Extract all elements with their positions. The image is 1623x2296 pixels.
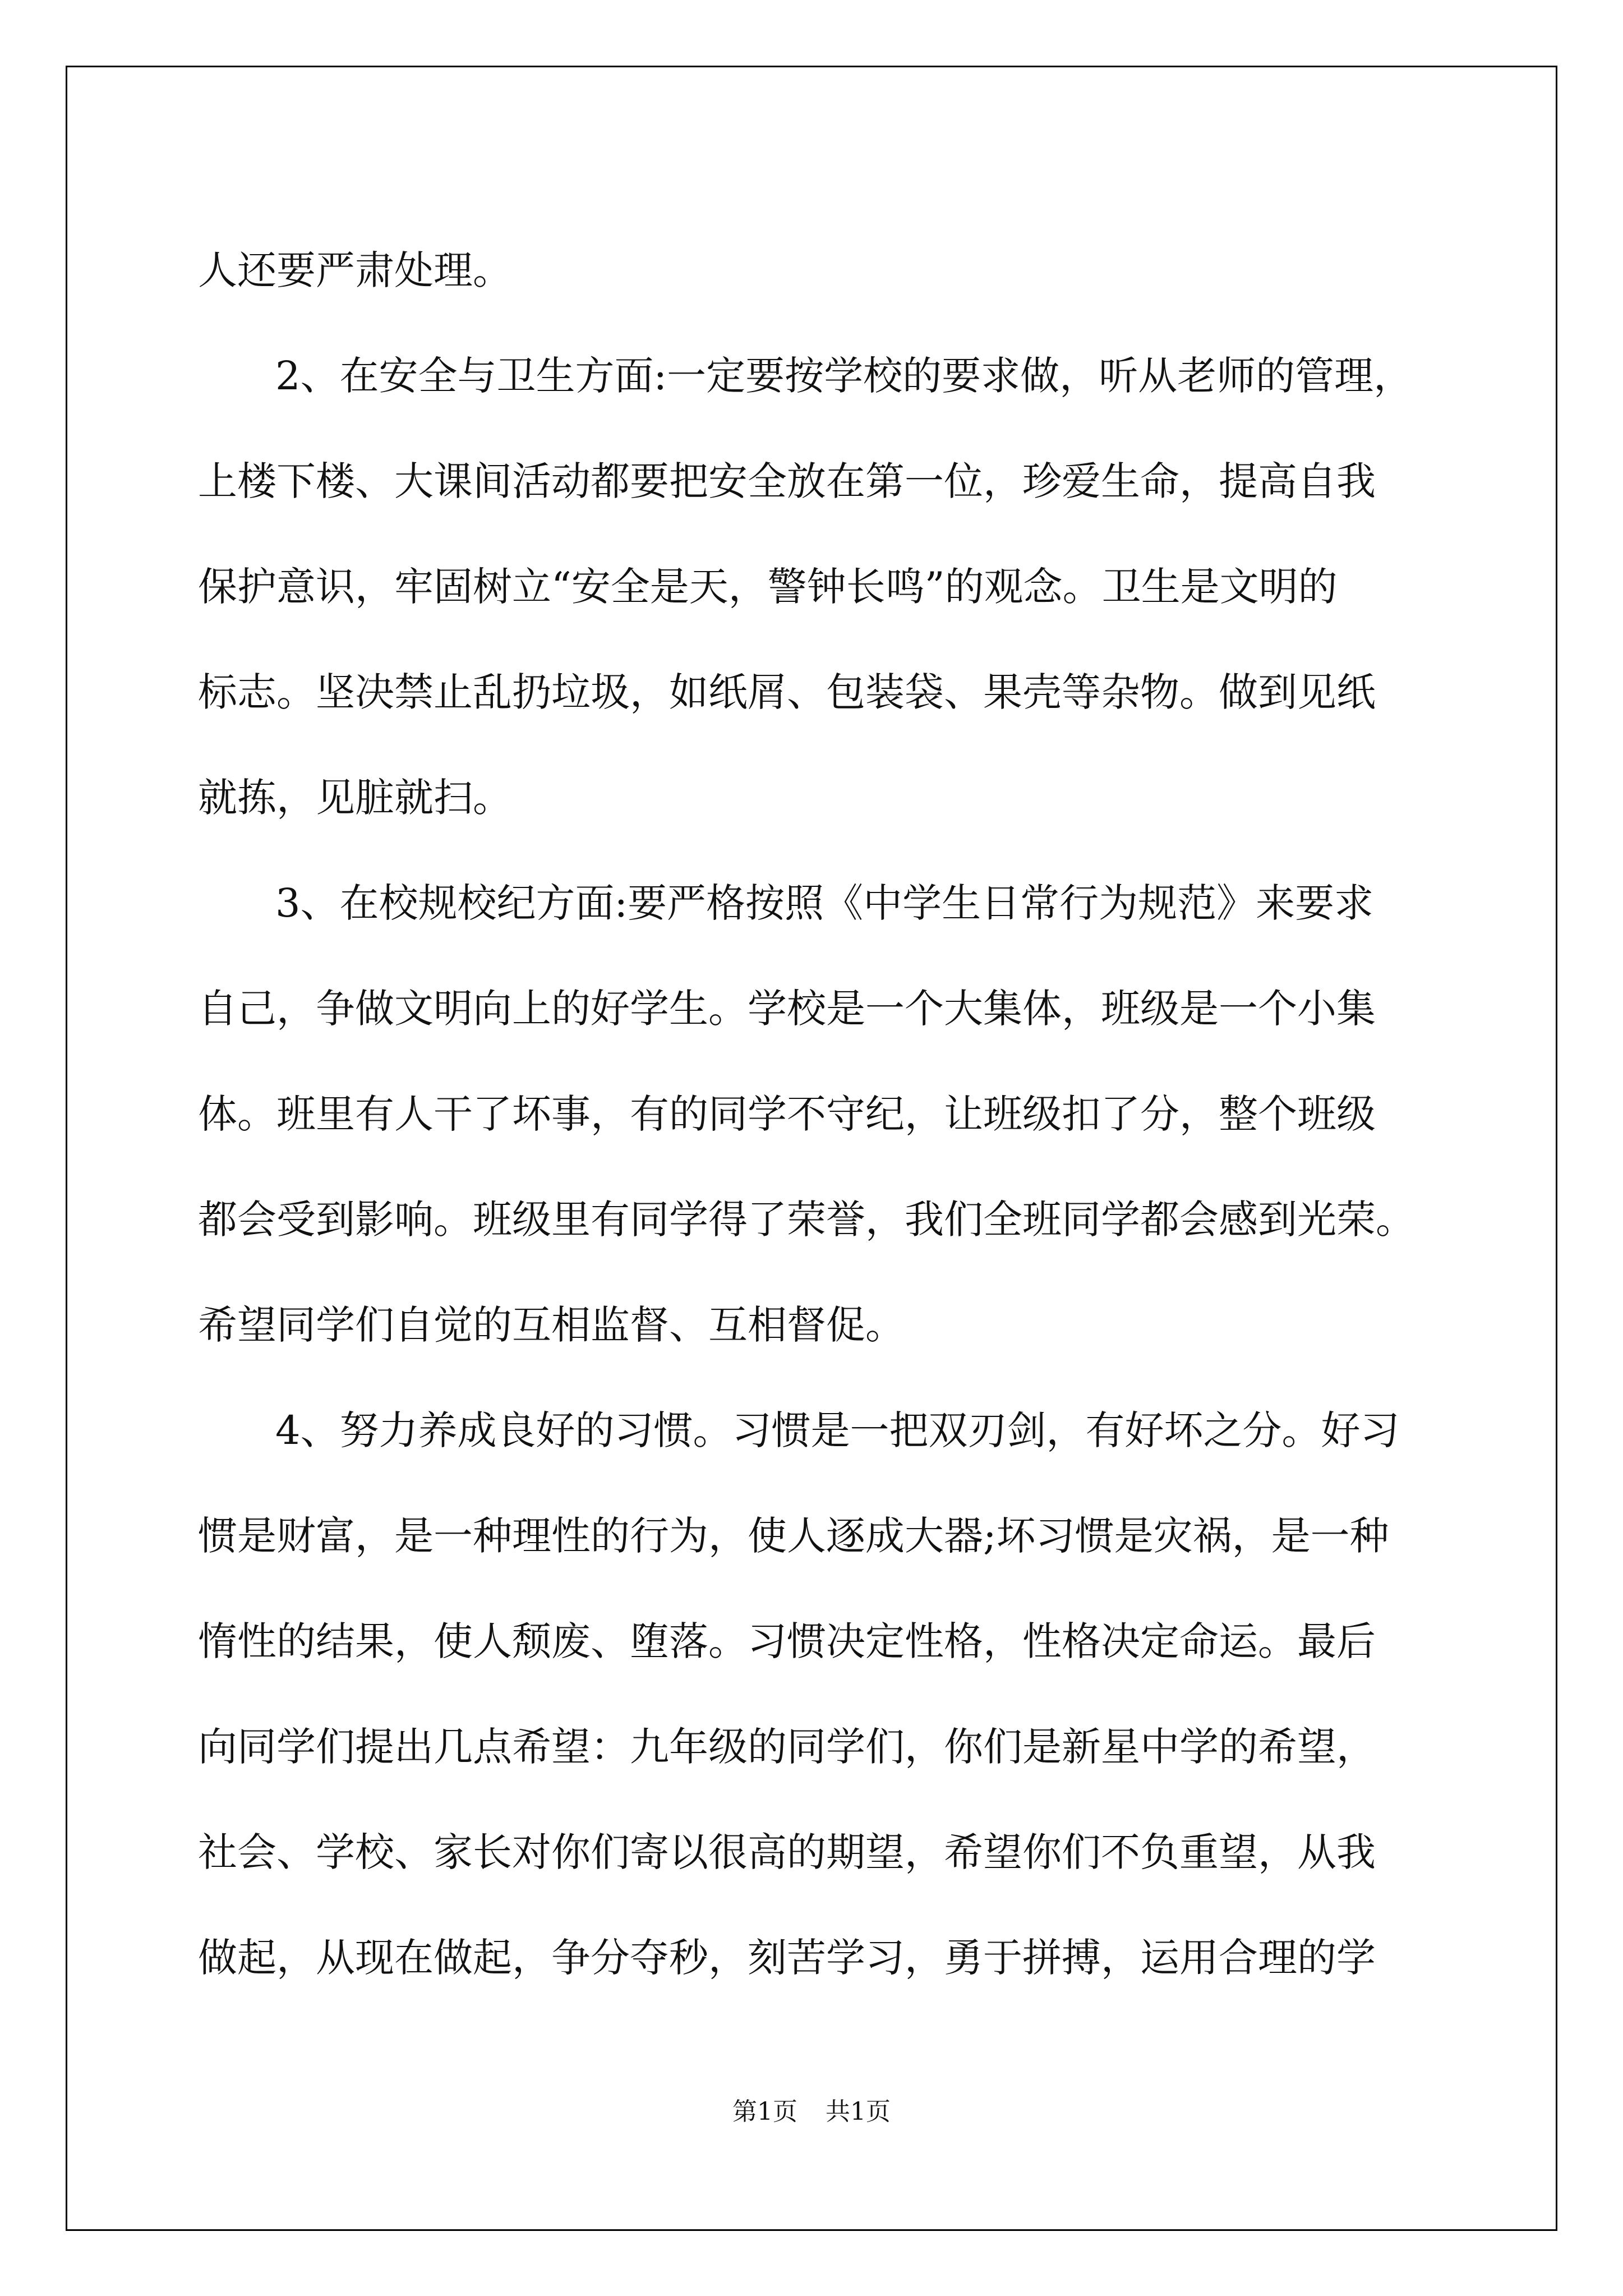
- text-line: 希望同学们自觉的互相监督、互相督促。: [198, 1302, 905, 1348]
- text-line: 上楼下楼、大课间活动都要把安全放在第一位，珍爱生命，提高自我: [198, 458, 1376, 504]
- page-number-label: 第1页: [732, 2097, 797, 2126]
- text-line: 保护意识，牢固树立“安全是天，警钟长鸣”的观念。卫生是文明的: [198, 564, 1338, 610]
- text-line: 体。班里有人干了坏事，有的同学不守纪，让班级扣了分，整个班级: [198, 1091, 1376, 1137]
- text-line: 向同学们提出几点希望：九年级的同学们，你们是新星中学的希望，: [198, 1724, 1376, 1770]
- paragraph-start-line: 2、在安全与卫生方面:一定要按学校的要求做，听从老师的管理，: [275, 353, 1413, 399]
- text-line: 惰性的结果，使人颓废、堕落。习惯决定性格，性格决定命运。最后: [198, 1618, 1376, 1664]
- text-line: 社会、学校、家长对你们寄以很高的期望，希望你们不负重望，从我: [198, 1829, 1376, 1875]
- text-line: 标志。坚决禁止乱扔垃圾，如纸屑、包装袋、果壳等杂物。做到见纸: [198, 669, 1376, 715]
- text-line: 做起，从现在做起，争分夺秒，刻苦学习，勇于拼搏，运用合理的学: [198, 1935, 1376, 1981]
- page-total-label: 共1页: [826, 2097, 891, 2126]
- document-body: [198, 218, 1454, 2010]
- paragraph-start-line: 3、在校规校纪方面:要严格按照《中学生日常行为规范》来要求: [275, 880, 1374, 926]
- text-line: 人还要严肃处理。: [198, 247, 512, 293]
- paragraph-start-line: 4、努力养成良好的习惯。习惯是一把双刃剑，有好坏之分。好习: [275, 1407, 1400, 1453]
- text-line: 都会受到影响。班级里有同学得了荣誉，我们全班同学都会感到光荣。: [198, 1197, 1415, 1243]
- text-line: 惯是财富，是一种理性的行为，使人逐成大器;坏习惯是灾祸，是一种: [198, 1513, 1389, 1559]
- text-line: 就拣，见脏就扫。: [198, 775, 512, 821]
- page-footer: [0, 2091, 1623, 2127]
- text-line: 自己，争做文明向上的好学生。学校是一个大集体，班级是一个小集: [198, 986, 1376, 1032]
